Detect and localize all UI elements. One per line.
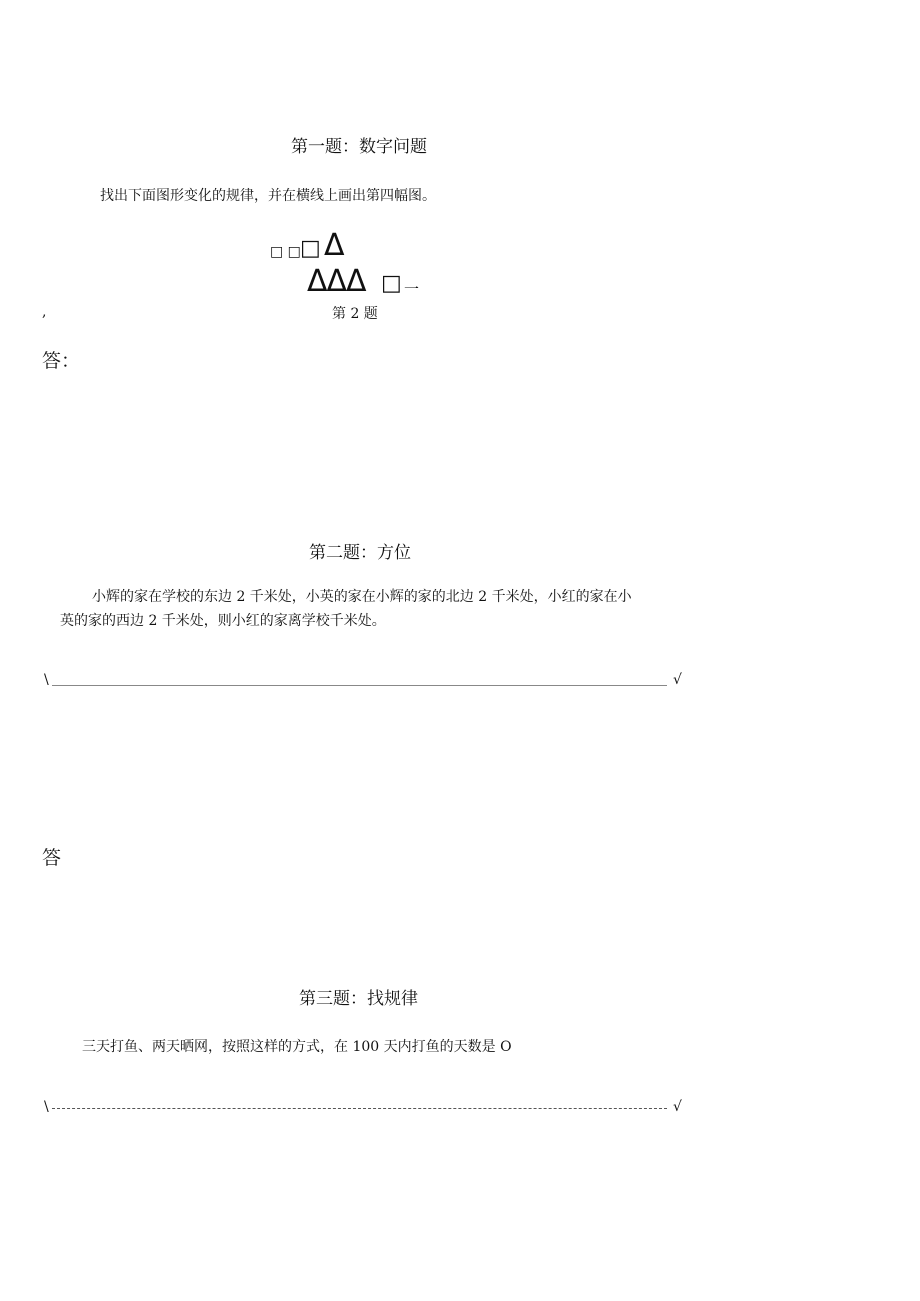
q2-answer-label: 答 — [42, 847, 62, 869]
triangle-shapes: ΔΔΔ — [307, 264, 366, 299]
answer-line — [52, 1108, 667, 1109]
q2-text-line-2: 英的家的西边 2 千米处，则小红的家离学校千米处。 — [60, 613, 386, 629]
q1-instruction: 找出下面图形变化的规律，并在横线上画出第四幅图。 — [100, 188, 436, 204]
square-shape: □ — [300, 236, 321, 261]
q3-text: 三天打鱼、两天晒网，按照这样的方式，在 100 天内打鱼的天数是 O — [82, 1039, 512, 1055]
triangle-shape: Δ — [324, 228, 345, 263]
answer-line — [52, 685, 667, 686]
answer-dash: 一 — [404, 280, 420, 298]
figure-caption: 第 2 题 — [332, 306, 378, 322]
square-shape: □ — [381, 271, 402, 296]
small-squares: □ □ — [270, 244, 301, 260]
q1-answer-label: 答： — [42, 350, 81, 372]
answer-line-start: \ — [44, 1099, 49, 1115]
q2-title: 第二题：方位 — [309, 543, 411, 563]
answer-line-end: √ — [673, 672, 682, 688]
stray-comma: , — [42, 304, 47, 320]
q1-title: 第一题：数字问题 — [291, 137, 427, 157]
q2-text-line-1: 小辉的家在学校的东边 2 千米处，小英的家在小辉的家的北边 2 千米处，小红的家在小 — [92, 589, 632, 605]
answer-line-end: √ — [673, 1099, 682, 1115]
answer-line-start: \ — [44, 672, 49, 688]
q3-title: 第三题：找规律 — [299, 989, 418, 1009]
